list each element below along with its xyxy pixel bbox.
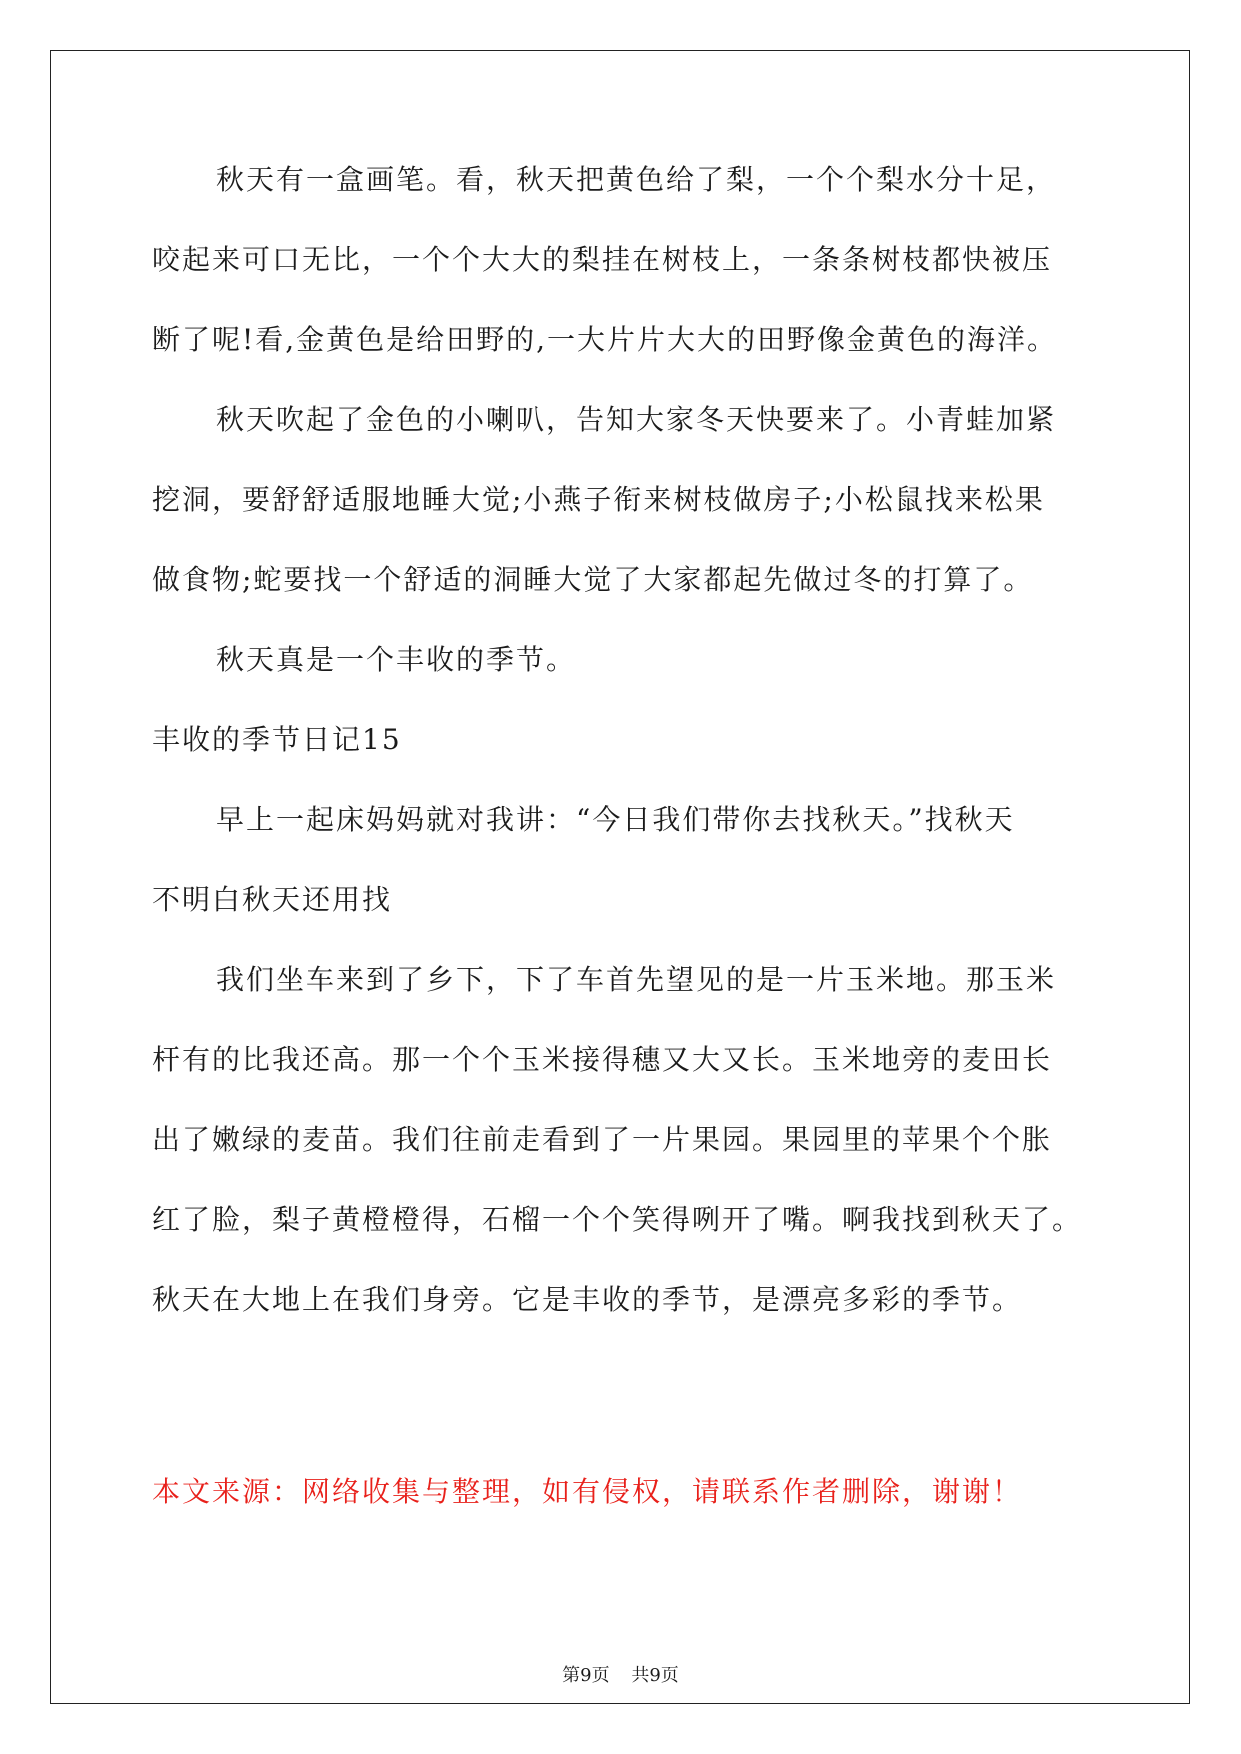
- source-note: 本文来源：网络收集与整理，如有侵权，请联系作者删除，谢谢！: [152, 1475, 1023, 1508]
- paragraph-line: 秋天有一盒画笔。看，秋天把黄色给了梨，一个个梨水分十足，: [216, 163, 1057, 196]
- paragraph-line: 秋天真是一个丰收的季节。: [216, 643, 577, 676]
- paragraph-line: 秋天在大地上在我们身旁。它是丰收的季节，是漂亮多彩的季节。: [152, 1283, 1023, 1316]
- paragraph-line: 秋天吹起了金色的小喇叭，告知大家冬天快要来了。小青蛙加紧: [216, 403, 1057, 436]
- page-footer: [0, 1664, 1241, 1688]
- paragraph-line: 不明白秋天还用找: [152, 883, 393, 916]
- paragraph-line: 早上一起床妈妈就对我讲：“今日我们带你去找秋天。”找秋天: [216, 803, 1015, 836]
- paragraph-line: 红了脸，梨子黄橙橙得，石榴一个个笑得咧开了嘴。啊我找到秋天了。: [152, 1203, 1083, 1236]
- paragraph-line: 做食物;蛇要找一个舒适的洞睡大觉了大家都起先做过冬的打算了。: [152, 563, 1034, 596]
- paragraph-line: 挖洞，要舒舒适服地睡大觉;小燕子衔来树枝做房子;小松鼠找来松果: [152, 483, 1045, 516]
- page-number: 第9页: [562, 1665, 610, 1686]
- paragraph-line: 我们坐车来到了乡下，下了车首先望见的是一片玉米地。那玉米: [216, 963, 1057, 996]
- section-title: 丰收的季节日记15: [152, 723, 402, 756]
- paragraph-line: 出了嫩绿的麦苗。我们往前走看到了一片果园。果园里的苹果个个胀: [152, 1123, 1053, 1156]
- paragraph-line: 杆有的比我还高。那一个个玉米接得穗又大又长。玉米地旁的麦田长: [152, 1043, 1053, 1076]
- paragraph-line: 咬起来可口无比，一个个大大的梨挂在树枝上，一条条树枝都快被压: [152, 243, 1053, 276]
- document-body: [152, 158, 1102, 1358]
- paragraph-line: 断了呢!看,金黄色是给田野的,一大片片大大的田野像金黄色的海洋。: [152, 323, 1058, 356]
- page-total: 共9页: [631, 1665, 679, 1686]
